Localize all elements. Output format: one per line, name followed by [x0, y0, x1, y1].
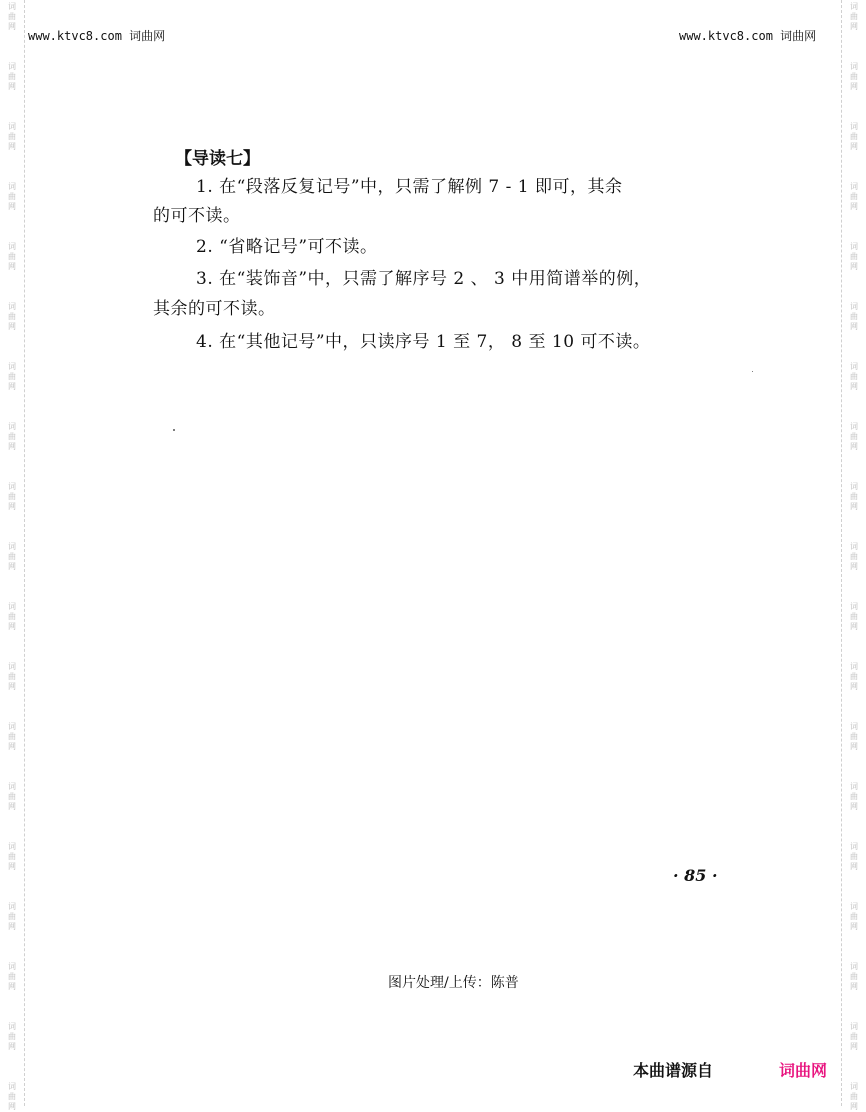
- watermark-char: 词: [850, 662, 858, 671]
- watermark-char: 曲: [850, 192, 858, 201]
- watermark-right: [846, 62, 862, 92]
- watermark-right: [846, 422, 862, 452]
- watermark-char: 网: [8, 322, 16, 331]
- scan-speck: [173, 429, 175, 431]
- watermark-right: [846, 842, 862, 872]
- watermark-char: 词: [850, 2, 858, 11]
- watermark-char: 词: [850, 482, 858, 491]
- watermark-left: [4, 1022, 20, 1052]
- watermark-char: 曲: [8, 732, 16, 741]
- watermark-left: [4, 2, 20, 32]
- watermark-char: 词: [8, 302, 16, 311]
- watermark-char: 曲: [8, 972, 16, 981]
- watermark-char: 曲: [8, 192, 16, 201]
- watermark-char: 曲: [850, 792, 858, 801]
- header-right-link[interactable]: [679, 27, 816, 44]
- watermark-left: [4, 782, 20, 812]
- watermark-char: 网: [8, 982, 16, 991]
- watermark-right: [846, 482, 862, 512]
- watermark-right: [846, 722, 862, 752]
- watermark-char: 网: [8, 682, 16, 691]
- watermark-left: [4, 662, 20, 692]
- watermark-right: [846, 362, 862, 392]
- watermark-char: 曲: [8, 252, 16, 261]
- watermark-right: [846, 662, 862, 692]
- item-4: 4. 在“其他记号”中，只读序号 1 至 7， 8 至 10 可不读。: [196, 332, 651, 352]
- watermark-char: 曲: [850, 132, 858, 141]
- watermark-char: 网: [8, 502, 16, 511]
- watermark-char: 曲: [850, 852, 858, 861]
- watermark-char: 网: [8, 1102, 16, 1111]
- header-left-url: www.ktvc8.com: [28, 29, 122, 43]
- header-right-url: www.ktvc8.com: [679, 29, 773, 43]
- watermark-left: [4, 902, 20, 932]
- watermark-char: 词: [8, 422, 16, 431]
- header-right-site: 词曲网: [780, 29, 817, 43]
- watermark-char: 网: [8, 22, 16, 31]
- watermark-right: [846, 782, 862, 812]
- watermark-char: 曲: [850, 492, 858, 501]
- watermark-left: [4, 302, 20, 332]
- watermark-left: [4, 182, 20, 212]
- watermark-char: 网: [850, 862, 858, 871]
- watermark-char: 词: [850, 302, 858, 311]
- watermark-char: 曲: [8, 312, 16, 321]
- watermark-char: 词: [850, 842, 858, 851]
- page-number: · 85 ·: [673, 866, 718, 885]
- watermark-char: 曲: [8, 612, 16, 621]
- watermark-left: [4, 962, 20, 992]
- watermark-right: [846, 902, 862, 932]
- watermark-left: [4, 242, 20, 272]
- watermark-char: 曲: [850, 252, 858, 261]
- watermark-char: 词: [850, 1022, 858, 1031]
- watermark-char: 词: [8, 62, 16, 71]
- watermark-char: 网: [850, 622, 858, 631]
- watermark-char: 词: [8, 1022, 16, 1031]
- watermark-char: 词: [8, 782, 16, 791]
- watermark-char: 词: [8, 842, 16, 851]
- watermark-char: 曲: [8, 672, 16, 681]
- footer-brand-link[interactable]: 词曲网: [779, 1061, 828, 1080]
- watermark-char: 曲: [850, 972, 858, 981]
- watermark-char: 网: [850, 142, 858, 151]
- watermark-char: 网: [850, 322, 858, 331]
- watermark-char: 网: [850, 562, 858, 571]
- watermark-left: [4, 62, 20, 92]
- watermark-char: 词: [8, 962, 16, 971]
- watermark-char: 曲: [8, 1032, 16, 1041]
- watermark-char: 曲: [850, 1092, 858, 1101]
- watermark-char: 词: [8, 362, 16, 371]
- watermark-char: 网: [8, 862, 16, 871]
- watermark-char: 网: [850, 82, 858, 91]
- watermark-char: 词: [850, 542, 858, 551]
- watermark-char: 曲: [850, 552, 858, 561]
- watermark-left: [4, 602, 20, 632]
- watermark-left: [4, 1082, 20, 1112]
- watermark-right: [846, 602, 862, 632]
- watermark-left: [4, 362, 20, 392]
- watermark-char: 曲: [850, 312, 858, 321]
- watermark-right: [846, 542, 862, 572]
- watermark-char: 词: [850, 902, 858, 911]
- watermark-char: 网: [8, 382, 16, 391]
- footer-source-label: 本曲谱源自: [633, 1061, 714, 1080]
- watermark-char: 网: [8, 202, 16, 211]
- watermark-left: [4, 842, 20, 872]
- watermark-left: [4, 482, 20, 512]
- watermark-char: 曲: [8, 12, 16, 21]
- watermark-char: 曲: [8, 372, 16, 381]
- watermark-char: 网: [850, 442, 858, 451]
- watermark-char: 词: [8, 482, 16, 491]
- watermark-char: 曲: [850, 12, 858, 21]
- header-left-site: 词曲网: [129, 29, 166, 43]
- watermark-left: [4, 122, 20, 152]
- watermark-char: 网: [8, 142, 16, 151]
- watermark-char: 词: [8, 902, 16, 911]
- watermark-char: 词: [850, 782, 858, 791]
- watermark-char: 曲: [8, 792, 16, 801]
- watermark-char: 词: [8, 122, 16, 131]
- watermark-char: 网: [850, 922, 858, 931]
- watermark-char: 曲: [850, 912, 858, 921]
- watermark-char: 曲: [850, 372, 858, 381]
- watermark-char: 曲: [850, 732, 858, 741]
- watermark-char: 网: [850, 1042, 858, 1051]
- watermark-char: 曲: [850, 612, 858, 621]
- watermark-right: [846, 302, 862, 332]
- watermark-char: 网: [850, 1102, 858, 1111]
- watermark-char: 词: [850, 62, 858, 71]
- watermark-char: 网: [850, 502, 858, 511]
- watermark-char: 曲: [8, 552, 16, 561]
- item-1-line-2: 的可不读。: [153, 206, 241, 226]
- watermark-char: 网: [8, 562, 16, 571]
- watermark-right: [846, 962, 862, 992]
- watermark-char: 网: [850, 742, 858, 751]
- watermark-char: 网: [850, 982, 858, 991]
- watermark-right: [846, 242, 862, 272]
- watermark-left: [4, 722, 20, 752]
- upload-credit: 图片处理/上传：陈普: [388, 975, 519, 991]
- watermark-char: 网: [8, 1042, 16, 1051]
- watermark-right: [846, 182, 862, 212]
- watermark-char: 词: [8, 1082, 16, 1091]
- watermark-char: 网: [8, 802, 16, 811]
- item-2: 2. “省略记号”可不读。: [196, 237, 378, 257]
- watermark-char: 曲: [8, 1092, 16, 1101]
- watermark-char: 网: [8, 262, 16, 271]
- watermark-char: 曲: [8, 492, 16, 501]
- item-3-line-1: 3. 在“装饰音”中，只需了解序号 2 、 3 中用简谱举的例，: [196, 269, 652, 289]
- watermark-char: 网: [8, 622, 16, 631]
- watermark-char: 词: [850, 242, 858, 251]
- watermark-char: 曲: [850, 1032, 858, 1041]
- watermark-char: 网: [850, 262, 858, 271]
- watermark-char: 词: [850, 1082, 858, 1091]
- watermark-right: [846, 1082, 862, 1112]
- watermark-char: 网: [850, 22, 858, 31]
- watermark-char: 网: [8, 82, 16, 91]
- watermark-char: 词: [850, 122, 858, 131]
- watermark-char: 词: [850, 362, 858, 371]
- watermark-char: 曲: [8, 132, 16, 141]
- watermark-char: 网: [8, 922, 16, 931]
- watermark-char: 曲: [850, 672, 858, 681]
- watermark-char: 词: [8, 722, 16, 731]
- watermark-char: 曲: [850, 432, 858, 441]
- watermark-char: 词: [850, 182, 858, 191]
- watermark-left: [4, 422, 20, 452]
- watermark-left: [4, 542, 20, 572]
- watermark-char: 词: [850, 602, 858, 611]
- watermark-right: [846, 1022, 862, 1052]
- watermark-char: 曲: [850, 72, 858, 81]
- watermark-char: 网: [8, 442, 16, 451]
- watermark-right: [846, 2, 862, 32]
- watermark-char: 曲: [8, 72, 16, 81]
- watermark-char: 曲: [8, 912, 16, 921]
- watermark-char: 曲: [8, 852, 16, 861]
- watermark-char: 词: [8, 2, 16, 11]
- watermark-char: 网: [8, 742, 16, 751]
- header-left-link[interactable]: [28, 27, 165, 44]
- watermark-char: 曲: [8, 432, 16, 441]
- watermark-char: 词: [8, 662, 16, 671]
- watermark-char: 词: [8, 542, 16, 551]
- watermark-char: 词: [8, 182, 16, 191]
- watermark-char: 词: [8, 602, 16, 611]
- left-watermark-strip: [0, 0, 25, 1111]
- watermark-char: 词: [850, 962, 858, 971]
- watermark-char: 网: [850, 382, 858, 391]
- watermark-char: 网: [850, 802, 858, 811]
- item-3-line-2: 其余的可不读。: [153, 299, 276, 319]
- watermark-char: 网: [850, 202, 858, 211]
- scan-speck: [752, 371, 753, 372]
- item-1-line-1: 1. 在“段落反复记号”中，只需了解例 7 - 1 即可，其余: [196, 177, 623, 197]
- section-title: 【导读七】: [175, 149, 260, 169]
- watermark-char: 词: [850, 422, 858, 431]
- watermark-char: 网: [850, 682, 858, 691]
- watermark-char: 词: [8, 242, 16, 251]
- right-watermark-strip: [841, 0, 866, 1111]
- watermark-char: 词: [850, 722, 858, 731]
- watermark-right: [846, 122, 862, 152]
